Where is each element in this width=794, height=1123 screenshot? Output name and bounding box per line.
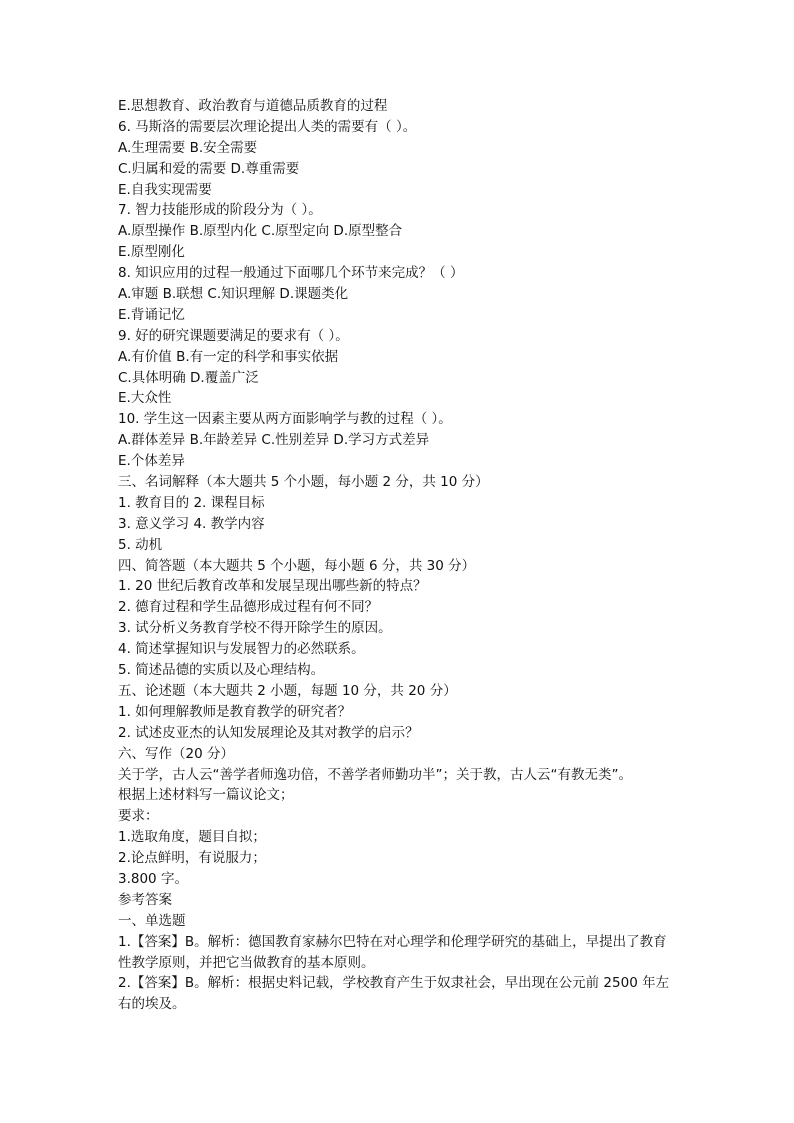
question-line: 6. 马斯洛的需要层次理论提出人类的需要有（ ）。 (118, 118, 417, 135)
answers-heading: 参考答案 (118, 891, 172, 908)
section-heading: 一、单选题 (118, 912, 186, 929)
section-heading: 五、论述题（本大题共 2 小题，每题 10 分，共 20 分） (118, 682, 457, 699)
option-line: E.原型刚化 (118, 244, 185, 261)
option-line: A.原型操作 B.原型内化 C.原型定向 D.原型整合 (118, 223, 403, 240)
option-line: A.有价值 B.有一定的科学和事实依据 (118, 348, 339, 365)
section-heading: 四、简答题（本大题共 5 个小题，每小题 6 分，共 30 分） (118, 557, 476, 574)
question-line: 9. 好的研究课题要满足的要求有（ ）。 (118, 327, 349, 344)
question-line: 1. 如何理解教师是教育教学的研究者？ (118, 703, 352, 720)
option-line: C.归属和爱的需要 D.尊重需要 (118, 160, 300, 177)
option-line: E.背诵记忆 (118, 306, 185, 323)
term-line: 1. 教育目的 2. 课程目标 (118, 494, 265, 511)
option-line: C.具体明确 D.覆盖广泛 (118, 369, 259, 386)
requirement-item: 1.选取角度，题目自拟； (118, 829, 266, 846)
section-heading: 六、写作（20 分） (118, 745, 234, 762)
option-line: A.生理需要 B.安全需要 (118, 139, 258, 156)
option-line: E.个体差异 (118, 453, 185, 470)
writing-prompt: 关于学，古人云“善学者师逸功倍，不善学者师勤功半”；关于教，古人云“有教无类”。 (118, 766, 632, 783)
document-page (118, 96, 678, 1015)
question-line: 7. 智力技能形成的阶段分为（ ）。 (118, 202, 322, 219)
answer-paragraph: 1.【答案】B。解析：德国教育家赫尔巴特在对心理学和伦理学研究的基础上，早提出了教育性教学原则，并把它当做教育的基本原则。 (118, 933, 667, 971)
requirement-item: 3.800 字。 (118, 870, 188, 887)
section-heading: 三、名词解释（本大题共 5 个小题，每小题 2 分，共 10 分） (118, 474, 489, 491)
term-line: 5. 动机 (118, 536, 163, 553)
writing-instruction: 根据上述材料写一篇议论文； (118, 787, 294, 804)
term-line: 3. 意义学习 4. 教学内容 (118, 515, 265, 532)
requirement-item: 2.论点鲜明，有说服力； (118, 850, 266, 867)
option-line: E.思想教育、政治教育与道德品质教育的过程 (118, 98, 388, 114)
question-line: 2. 德育过程和学生品德形成过程有何不同？ (118, 599, 379, 616)
requirements-label: 要求： (118, 808, 159, 825)
option-line: E.大众性 (118, 390, 172, 407)
question-line: 8. 知识应用的过程一般通过下面哪几个环节来完成？（ ） (118, 265, 464, 282)
question-line: 3. 试分析义务教育学校不得开除学生的原因。 (118, 620, 392, 637)
option-line: A.群体差异 B.年龄差异 C.性别差异 D.学习方式差异 (118, 432, 430, 449)
option-line: A.审题 B.联想 C.知识理解 D.课题类化 (118, 286, 349, 303)
question-line: 2. 试述皮亚杰的认知发展理论及其对教学的启示？ (118, 724, 419, 741)
question-line: 10. 学生这一因素主要从两方面影响学与教的过程（ ）。 (118, 411, 452, 428)
question-line: 4. 简述掌握知识与发展智力的必然联系。 (118, 641, 365, 658)
question-line: 5. 简述品德的实质以及心理结构。 (118, 662, 325, 679)
question-line: 1. 20 世纪后教育改革和发展呈现出哪些新的特点？ (118, 578, 427, 595)
answer-paragraph: 2.【答案】B。解析：根据史料记载，学校教育产生于奴隶社会，早出现在公元前 2500 年左右的埃及。 (118, 975, 670, 1013)
option-line: E.自我实现需要 (118, 181, 212, 198)
